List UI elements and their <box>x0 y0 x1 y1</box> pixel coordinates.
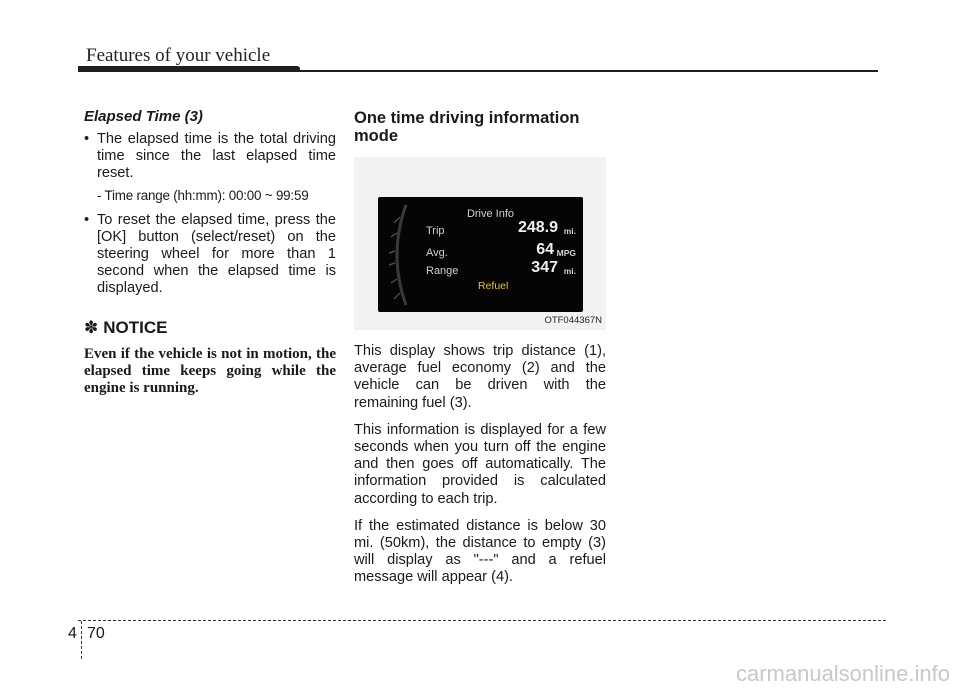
bullet-reset-instructions: • To reset the elapsed time, press the [OK] button (select/reset) on the steering wheel for more than 1 second when the elapsed time is displayed. <box>84 212 336 298</box>
header-rule-thick <box>78 66 300 72</box>
screen-title: Drive Info <box>466 208 515 220</box>
cluster-screen <box>378 197 583 312</box>
notice-heading <box>84 318 336 338</box>
cluster-display-figure <box>354 157 606 330</box>
display-row-avg <box>426 241 576 259</box>
row-label: Avg. <box>426 247 448 259</box>
bullet-elapsed-definition: • The elapsed time is the total driving time since the last elapsed time reset. <box>84 131 336 183</box>
page-header-title: Features of your vehicle <box>86 45 271 66</box>
notice-title: NOTICE <box>103 317 168 337</box>
figure-code: OTF044367N <box>544 315 602 326</box>
notice-body: Even if the vehicle is not in motion, the elapsed time keeps going while the engine is running. <box>84 345 336 396</box>
section-heading-one-time-driving: One time driving information mode <box>354 109 580 145</box>
display-row-range <box>426 259 576 277</box>
paragraph-refuel-message: If the estimated distance is below 30 mi. (50km), the distance to empty (3) will display as "---" and a refuel message will appear (4). <box>354 517 606 586</box>
page-number: 70 <box>87 625 105 642</box>
right-column <box>354 110 606 587</box>
row-unit: mi. <box>563 226 576 236</box>
refuel-message: Refuel <box>478 280 509 292</box>
time-range-line: - Time range (hh:mm): 00:00 ~ 99:59 <box>97 187 309 203</box>
section-heading-elapsed-time: Elapsed Time (3) <box>84 108 203 125</box>
notice-star-icon: ✽ <box>84 317 99 337</box>
watermark: carmanualsonline.info <box>735 661 950 686</box>
row-unit: mi. <box>563 266 576 276</box>
left-column <box>84 108 336 397</box>
row-label: Range <box>426 265 459 277</box>
row-value: 347 <box>531 259 558 276</box>
row-value: 64 <box>536 241 554 258</box>
row-label: Trip <box>426 225 445 237</box>
header-rule-thin <box>296 70 878 72</box>
display-row-trip <box>426 219 576 237</box>
row-value: 248.9 <box>517 219 558 236</box>
row-unit: MPG <box>556 248 576 258</box>
chapter-number: 4 <box>68 625 77 642</box>
paragraph-display-description: This display shows trip distance (1), average fuel economy (2) and the vehicle can be driven with the remaining fuel (3). <box>354 343 606 411</box>
paragraph-display-duration: This information is displayed for a few seconds when you turn off the engine and then goes off automatically. The information provided is calculated according to each trip. <box>354 421 606 507</box>
footer-divider <box>81 621 82 659</box>
footer-dashed-rule <box>78 620 886 621</box>
